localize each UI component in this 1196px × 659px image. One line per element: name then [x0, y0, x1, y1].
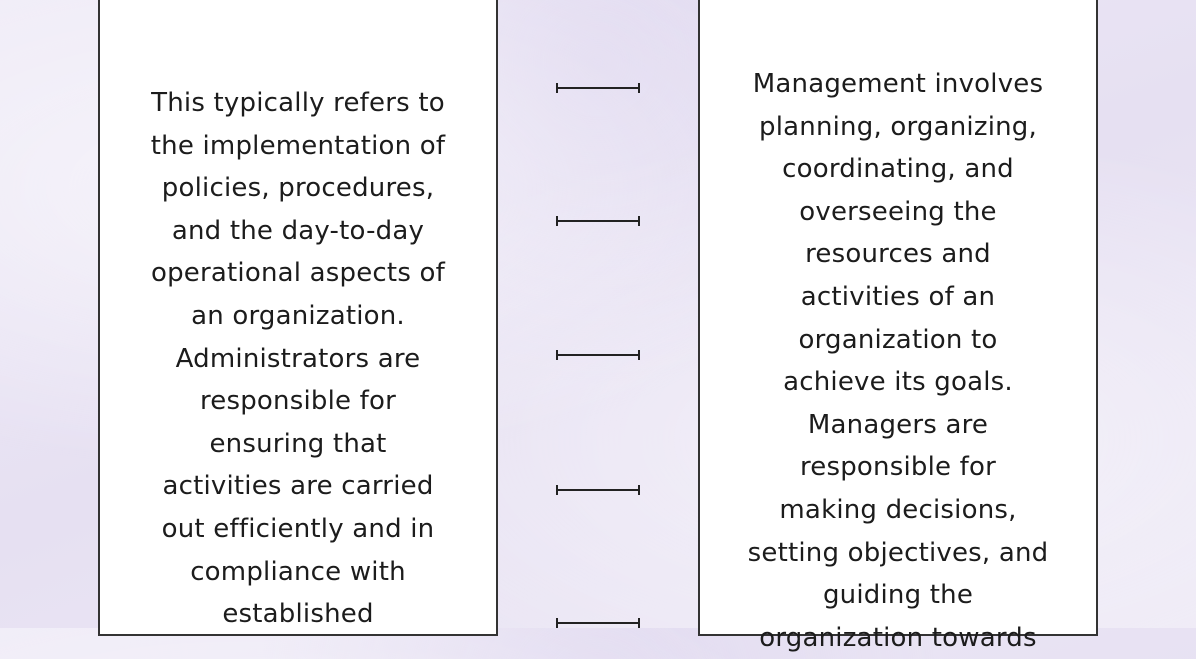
double-headed-arrow-icon	[554, 82, 642, 94]
left-panel-text: This typically refers to the implementation of policies, procedures, and the day-to-day operational aspects of an organization. Administrators are responsible for ensuring that activities are carried out efficiently and in compliance with established	[150, 88, 446, 630]
double-headed-arrow-icon	[554, 349, 642, 361]
left-comparison-panel	[98, 0, 498, 636]
double-headed-arrow-icon	[554, 617, 642, 629]
right-panel-text: Management involves planning, organizing, coordinating, and overseeing the resources and activities of an organization to achieve its goals. Managers are responsible for making decisions, setting objectives, and guiding the organization towards	[747, 69, 1049, 653]
double-headed-arrow-icon	[554, 215, 642, 227]
right-comparison-panel	[698, 0, 1098, 653]
double-headed-arrow-icon	[554, 484, 642, 496]
connector-column	[554, 0, 642, 628]
